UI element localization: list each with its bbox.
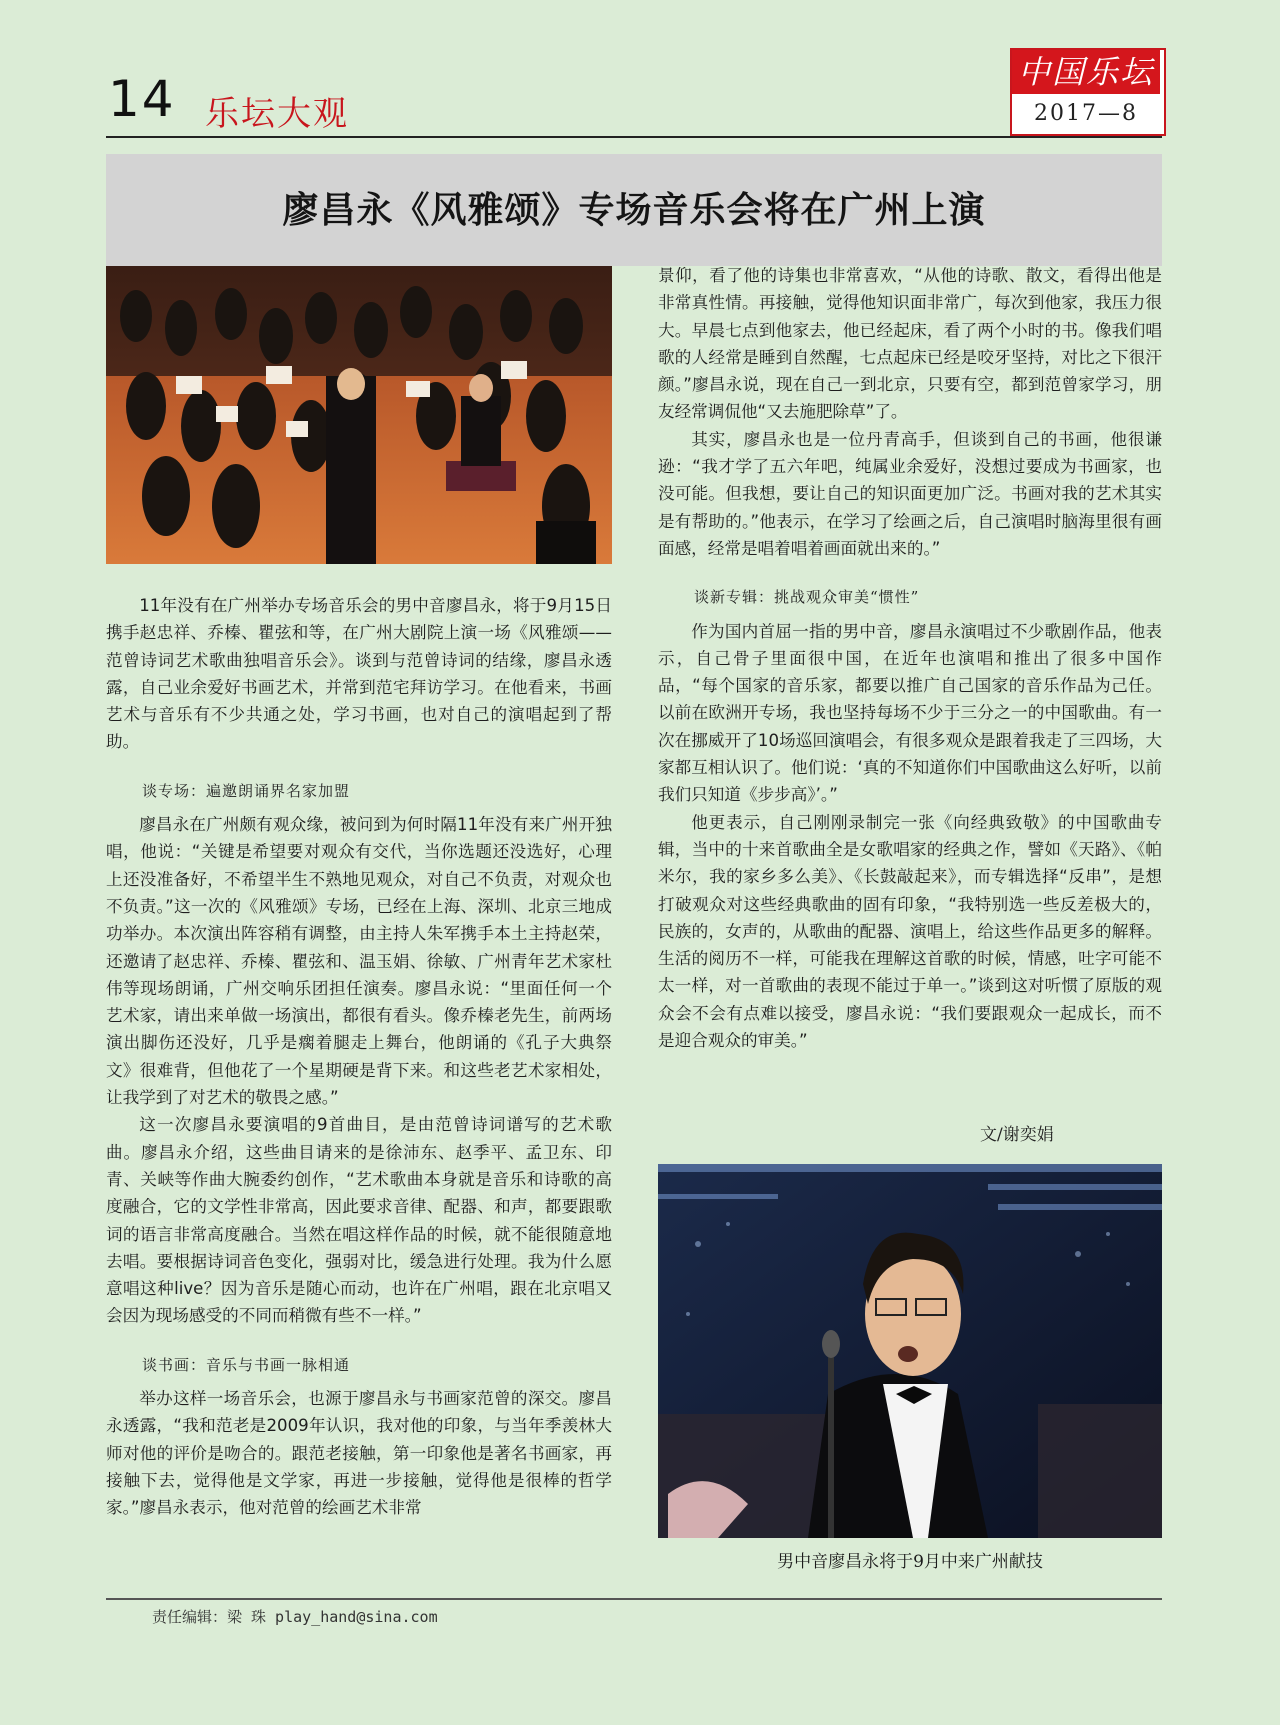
paragraph: 景仰，看了他的诗集也非常喜欢，“从他的诗歌、散文，看得出他是非常真性情。再接触，觉得他知识面非常广，每次到他家，我压力很大。早晨七点到他家去，他已经起床，看了两个小时的书。像我们唱歌的人经常是睡到自然醒，七点起床已经是咬牙坚持，对比之下很汗颜。”廖昌永说，现在自己一到北京，只要有空，都到范曾家学习，朋友经常调侃他“又去施肥除草”了。 [658,266,1162,422]
author-byline: 文/谢奕娟 [980,1125,1054,1145]
masthead [1010,48,1166,136]
right-column [658,262,1162,1054]
subheading: 谈新专辑：挑战观众审美“惯性” [694,588,920,607]
footer-divider [106,1598,1162,1600]
issue-number: 2017—8 [1034,101,1138,126]
article-title: 廖昌永《风雅颂》专场音乐会将在广州上演 [282,189,986,231]
paragraph: 举办这样一场音乐会，也源于廖昌永与书画家范曾的深交。廖昌永透露，“我和范老是2009年认识，我对他的印象，与当年季羡林大师对他的评价是吻合的。跟范老接触，第一印象他是著名书画家，再接触下去，觉得他是文学家，再进一步接触，觉得他是很棒的哲学家。”廖昌永表示，他对范曾的绘画艺术非常 [106,1389,612,1518]
paragraph: 这一次廖昌永要演唱的9首曲目，是由范曾诗词谱写的艺术歌曲。廖昌永介绍，这些曲目请来的是徐沛东、赵季平、孟卫东、印青、关峡等作曲大腕委约创作，“艺术歌曲本身就是音乐和诗歌的高度融合，它的文学性非常高，因此要求音律、配器、和声，都要跟歌词的语言非常高度融合。当然在唱这样作品的时候，就不能很随意地去唱。要根据诗词音色变化，强弱对比，缓急进行处理。我为什么愿意唱这种live？因为音乐是随心而动，也许在广州唱，跟在北京唱又会因为现场感受的不同而稍微有些不一样。” [106,1115,612,1326]
page-number: 14 [108,70,176,128]
paragraph: 廖昌永在广州颇有观众缘，被问到为何时隔11年没有来广州开独唱，他说：“关键是希望要对观众有交代，当你选题还没选好，心理上还没准备好，不希望半生不熟地见观众，对自己不负责，对观众也不负责。”这一次的《风雅颂》专场，已经在上海、深圳、北京三地成功举办。本次演出阵容稍有调整，由主持人朱军携手本土主持赵荣，还邀请了赵忠祥、乔榛、瞿弦和、温玉娟、徐敏、广州青年艺术家杜伟等现场朗诵，广州交响乐团担任演奏。廖昌永说：“里面任何一个艺术家，请出来单做一场演出，都很有看头。像乔榛老先生，前两场演出脚伤还没好，几乎是瘸着腿走上舞台，他朗诵的《孔子大典祭文》很难背，但他花了一个星期硬是背下来。和这些老艺术家相处，让我学到了对艺术的敬畏之感。” [106,815,612,1108]
section-title: 乐坛大观 [205,94,349,134]
header-divider [106,136,1162,138]
paragraph: 11年没有在广州举办专场音乐会的男中音廖昌永，将于9月15日携手赵忠祥、乔榛、瞿弦和等，在广州大剧院上演一场《风雅颂——范曾诗词艺术歌曲独唱音乐会》。谈到与范曾诗词的结缘，廖昌永透露，自己业余爱好书画艺术，并常到范宅拜访学习。在他看来，书画艺术与音乐有不少共通之处，学习书画，也对自己的演唱起到了帮助。 [106,596,612,752]
paragraph: 其实，廖昌永也是一位丹青高手，但谈到自己的书画，他很谦逊：“我才学了五六年吧，纯属业余爱好，没想过要成为书画家，也没可能。但我想，要让自己的知识面更加广泛。书画对我的艺术其实是有帮助的。”他表示，在学习了绘画之后，自己演唱时脑海里很有画面感，经常是唱着唱着画面就出来的。” [658,429,1162,558]
editor-credit: 责任编辑：梁 珠 play_hand@sina.com [152,1608,438,1626]
paragraph: 作为国内首屈一指的男中音，廖昌永演唱过不少歌剧作品，他表示，自己骨子里面很中国，在近年也演唱和推出了很多中国作品，“每个国家的音乐家，都要以推广自己国家的音乐作品为己任。以前在欧洲开专场，我也坚持每场不少于三分之一的中国歌曲。有一次在挪威开了10场巡回演唱会，有很多观众是跟着我走了三四场，大家都互相认识了。他们说：‘真的不知道你们中国歌曲这么好听，以前我们只知道《步步高》’。” [658,621,1162,805]
concert-photo [106,266,612,564]
paragraph: 他更表示，自己刚刚录制完一张《向经典致敬》的中国歌曲专辑，当中的十来首歌曲全是女歌唱家的经典之作，譬如《天路》、《帕米尔，我的家乡多么美》、《长鼓敲起来》，而专辑选择“反串”，是想打破观众对这些经典歌曲的固有印象，“我特别选一些反差极大的，民族的，女声的，从歌曲的配器、演唱上，给这些作品更多的解释。生活的阅历不一样，可能我在理解这首歌的时候，情感，吐字可能不太一样，对一首歌曲的表现不能过于单一。”谈到这对听惯了原版的观众会不会有点难以接受，廖昌永说：“我们要跟观众一起成长，而不是迎合观众的审美。” [658,812,1162,1051]
subheading: 谈专场：遍邀朗诵界名家加盟 [142,781,351,800]
photo-caption: 男中音廖昌永将于9月中来广州献技 [777,1552,1043,1572]
title-band [106,154,1162,266]
singer-photo [658,1164,1162,1538]
left-column [106,592,612,1522]
subheading: 谈书画：音乐与书画一脉相通 [142,1355,351,1374]
masthead-logo: 中国乐坛 [1012,50,1160,94]
